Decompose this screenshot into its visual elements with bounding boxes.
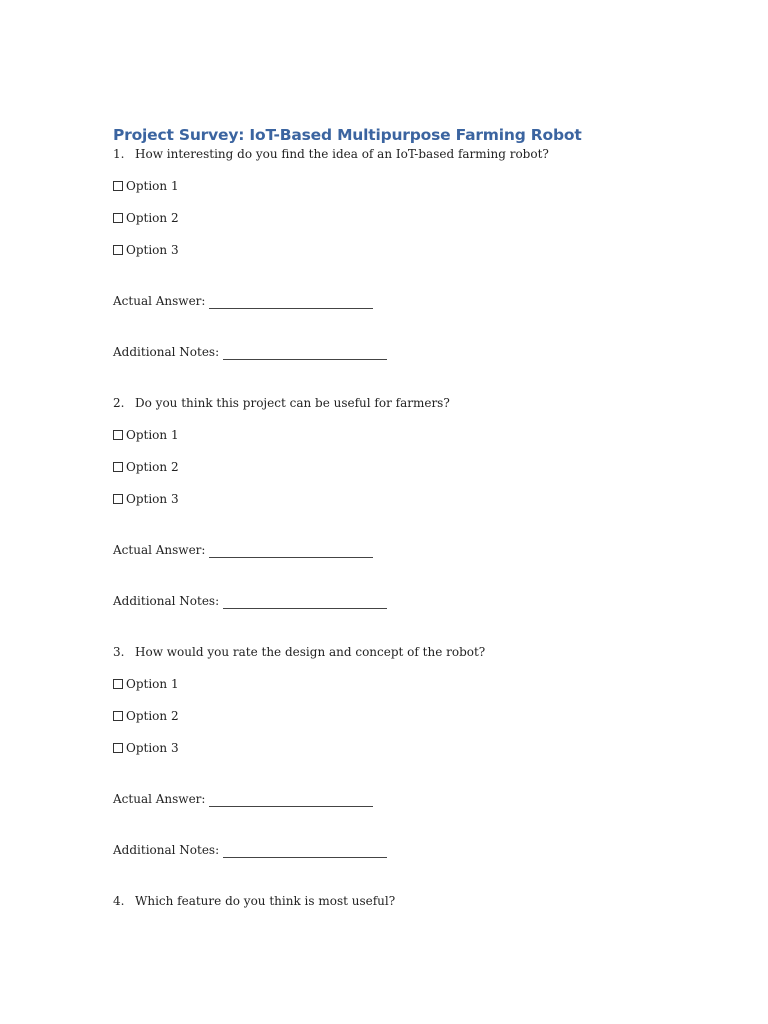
- actual-answer-label: Actual Answer:: [113, 294, 206, 308]
- option-label: Option 3: [126, 243, 179, 257]
- question-2: [113, 395, 673, 411]
- question-4: [113, 893, 673, 909]
- actual-answer-input[interactable]: [209, 545, 373, 558]
- additional-notes-input[interactable]: [223, 347, 387, 360]
- additional-notes-field: [113, 593, 673, 609]
- option-label: Option 2: [126, 460, 179, 474]
- question-1: [113, 146, 673, 162]
- question-text: How would you rate the design and concept of the robot?: [135, 645, 486, 659]
- option-1[interactable]: [113, 427, 673, 443]
- additional-notes-label: Additional Notes:: [113, 843, 220, 857]
- option-2[interactable]: [113, 459, 673, 475]
- actual-answer-field: [113, 791, 673, 807]
- additional-notes-input[interactable]: [223, 596, 387, 609]
- option-1[interactable]: [113, 178, 673, 194]
- checkbox-icon[interactable]: [113, 213, 123, 223]
- option-3[interactable]: [113, 242, 673, 258]
- actual-answer-input[interactable]: [209, 296, 373, 309]
- option-label: Option 3: [126, 492, 179, 506]
- checkbox-icon[interactable]: [113, 245, 123, 255]
- checkbox-icon[interactable]: [113, 462, 123, 472]
- document-title: Project Survey: IoT-Based Multipurpose Farming Robot: [113, 126, 582, 144]
- question-text: How interesting do you find the idea of an IoT-based farming robot?: [135, 147, 549, 161]
- actual-answer-field: [113, 542, 673, 558]
- option-3[interactable]: [113, 491, 673, 507]
- question-number: 2.: [113, 396, 125, 410]
- additional-notes-input[interactable]: [223, 845, 387, 858]
- option-2[interactable]: [113, 210, 673, 226]
- actual-answer-label: Actual Answer:: [113, 792, 206, 806]
- option-1[interactable]: [113, 676, 673, 692]
- option-label: Option 2: [126, 211, 179, 225]
- option-label: Option 1: [126, 677, 179, 691]
- option-label: Option 2: [126, 709, 179, 723]
- option-3[interactable]: [113, 740, 673, 756]
- checkbox-icon[interactable]: [113, 679, 123, 689]
- checkbox-icon[interactable]: [113, 494, 123, 504]
- option-label: Option 1: [126, 179, 179, 193]
- checkbox-icon[interactable]: [113, 181, 123, 191]
- question-text: Which feature do you think is most useful?: [135, 894, 396, 908]
- question-number: 4.: [113, 894, 125, 908]
- additional-notes-label: Additional Notes:: [113, 594, 220, 608]
- question-number: 1.: [113, 147, 125, 161]
- actual-answer-input[interactable]: [209, 794, 373, 807]
- document-page: [113, 124, 673, 909]
- question-text: Do you think this project can be useful for farmers?: [135, 396, 450, 410]
- option-label: Option 1: [126, 428, 179, 442]
- question-number: 3.: [113, 645, 125, 659]
- actual-answer-field: [113, 293, 673, 309]
- additional-notes-field: [113, 842, 673, 858]
- option-2[interactable]: [113, 708, 673, 724]
- checkbox-icon[interactable]: [113, 430, 123, 440]
- checkbox-icon[interactable]: [113, 743, 123, 753]
- option-label: Option 3: [126, 741, 179, 755]
- question-3: [113, 644, 673, 660]
- actual-answer-label: Actual Answer:: [113, 543, 206, 557]
- checkbox-icon[interactable]: [113, 711, 123, 721]
- additional-notes-label: Additional Notes:: [113, 345, 220, 359]
- additional-notes-field: [113, 344, 673, 360]
